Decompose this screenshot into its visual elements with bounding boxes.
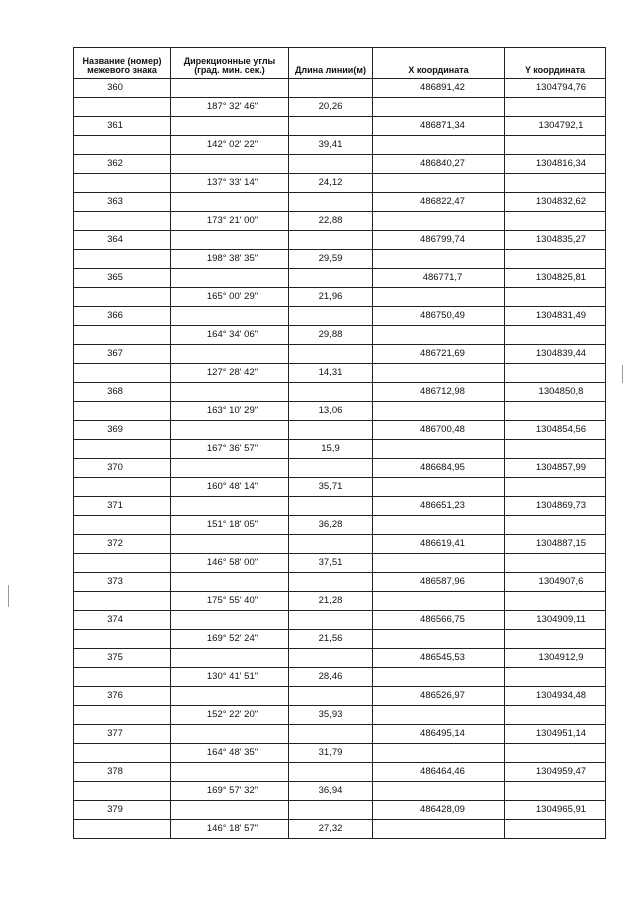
x-coordinate-cell: 486545,53 [373, 649, 505, 668]
mark-name-cell: 362 [74, 155, 171, 174]
table-row-point [74, 345, 606, 364]
empty-cell [373, 478, 505, 497]
table-row-segment [74, 820, 606, 839]
empty-cell [505, 820, 606, 839]
empty-cell [171, 725, 289, 744]
empty-cell [505, 212, 606, 231]
y-coordinate-cell: 1304816,34 [505, 155, 606, 174]
empty-cell [373, 630, 505, 649]
table-row-segment [74, 706, 606, 725]
empty-cell [505, 326, 606, 345]
mark-name-cell: 375 [74, 649, 171, 668]
empty-cell [171, 573, 289, 592]
empty-cell [171, 383, 289, 402]
direction-angle-cell: 151° 18' 05" [171, 516, 289, 535]
line-length-cell: 14,31 [289, 364, 373, 383]
x-coordinate-cell: 486526,97 [373, 687, 505, 706]
empty-cell [505, 592, 606, 611]
empty-cell [373, 592, 505, 611]
table-row-point [74, 497, 606, 516]
empty-cell [373, 440, 505, 459]
y-coordinate-cell: 1304907,6 [505, 573, 606, 592]
x-coordinate-cell: 486684,95 [373, 459, 505, 478]
table-row-point [74, 269, 606, 288]
empty-cell [74, 744, 171, 763]
x-coordinate-cell: 486619,41 [373, 535, 505, 554]
empty-cell [171, 345, 289, 364]
empty-cell [171, 79, 289, 98]
line-length-cell: 39,41 [289, 136, 373, 155]
table-row-segment [74, 364, 606, 383]
empty-cell [505, 288, 606, 307]
direction-angle-cell: 164° 34' 06" [171, 326, 289, 345]
line-length-cell: 21,96 [289, 288, 373, 307]
mark-name-cell: 378 [74, 763, 171, 782]
empty-cell [505, 744, 606, 763]
table-row-segment [74, 554, 606, 573]
table-row-point [74, 307, 606, 326]
direction-angle-cell: 173° 21' 00" [171, 212, 289, 231]
line-length-cell: 29,88 [289, 326, 373, 345]
line-length-cell: 15,9 [289, 440, 373, 459]
direction-angle-cell: 146° 58' 00" [171, 554, 289, 573]
empty-cell [289, 345, 373, 364]
y-coordinate-cell: 1304854,56 [505, 421, 606, 440]
table-row-point [74, 383, 606, 402]
empty-cell [289, 117, 373, 136]
table-row-point [74, 117, 606, 136]
empty-cell [505, 478, 606, 497]
empty-cell [289, 535, 373, 554]
empty-cell [373, 250, 505, 269]
mark-name-cell: 365 [74, 269, 171, 288]
empty-cell [171, 193, 289, 212]
mark-name-cell: 379 [74, 801, 171, 820]
empty-cell [74, 592, 171, 611]
empty-cell [373, 136, 505, 155]
empty-cell [289, 421, 373, 440]
table-row-segment [74, 478, 606, 497]
empty-cell [171, 687, 289, 706]
empty-cell [171, 117, 289, 136]
table-row-segment [74, 592, 606, 611]
empty-cell [74, 668, 171, 687]
x-coordinate-cell: 486891,42 [373, 79, 505, 98]
empty-cell [74, 820, 171, 839]
empty-cell [505, 98, 606, 117]
empty-cell [505, 668, 606, 687]
header-line-length: Длина линии(м) [289, 48, 373, 79]
mark-name-cell: 370 [74, 459, 171, 478]
line-length-cell: 29,59 [289, 250, 373, 269]
y-coordinate-cell: 1304869,73 [505, 497, 606, 516]
x-coordinate-cell: 486750,49 [373, 307, 505, 326]
empty-cell [74, 782, 171, 801]
y-coordinate-cell: 1304909,11 [505, 611, 606, 630]
empty-cell [289, 307, 373, 326]
x-coordinate-cell: 486464,46 [373, 763, 505, 782]
table-row-segment [74, 98, 606, 117]
empty-cell [289, 383, 373, 402]
empty-cell [171, 459, 289, 478]
y-coordinate-cell: 1304951,14 [505, 725, 606, 744]
table-row-segment [74, 744, 606, 763]
table-row-point [74, 155, 606, 174]
table-row-segment [74, 402, 606, 421]
empty-cell [74, 554, 171, 573]
boundary-coordinates-table [73, 47, 606, 839]
empty-cell [289, 725, 373, 744]
x-coordinate-cell: 486651,23 [373, 497, 505, 516]
empty-cell [171, 649, 289, 668]
x-coordinate-cell: 486840,27 [373, 155, 505, 174]
empty-cell [505, 402, 606, 421]
empty-cell [505, 440, 606, 459]
empty-cell [289, 687, 373, 706]
empty-cell [171, 307, 289, 326]
empty-cell [74, 136, 171, 155]
y-coordinate-cell: 1304839,44 [505, 345, 606, 364]
empty-cell [74, 516, 171, 535]
table-row-segment [74, 668, 606, 687]
direction-angle-cell: 160° 48' 14" [171, 478, 289, 497]
table-row-segment [74, 782, 606, 801]
direction-angle-cell: 137° 33' 14" [171, 174, 289, 193]
empty-cell [171, 421, 289, 440]
table-row-point [74, 421, 606, 440]
y-coordinate-cell: 1304792,1 [505, 117, 606, 136]
y-coordinate-cell: 1304959,47 [505, 763, 606, 782]
line-length-cell: 31,79 [289, 744, 373, 763]
y-coordinate-cell: 1304887,15 [505, 535, 606, 554]
empty-cell [373, 288, 505, 307]
mark-name-cell: 373 [74, 573, 171, 592]
empty-cell [289, 79, 373, 98]
empty-cell [74, 706, 171, 725]
table-row-segment [74, 288, 606, 307]
table-row-segment [74, 440, 606, 459]
empty-cell [74, 364, 171, 383]
table-row-point [74, 687, 606, 706]
mark-name-cell: 376 [74, 687, 171, 706]
empty-cell [373, 174, 505, 193]
table-row-point [74, 725, 606, 744]
mark-name-cell: 374 [74, 611, 171, 630]
empty-cell [373, 212, 505, 231]
direction-angle-cell: 164° 48' 35" [171, 744, 289, 763]
line-length-cell: 20,26 [289, 98, 373, 117]
y-coordinate-cell: 1304850,8 [505, 383, 606, 402]
table-row-segment [74, 174, 606, 193]
empty-cell [373, 554, 505, 573]
direction-angle-cell: 167° 36' 57" [171, 440, 289, 459]
direction-angle-cell: 187° 32' 46" [171, 98, 289, 117]
empty-cell [74, 630, 171, 649]
table-row-point [74, 649, 606, 668]
empty-cell [505, 630, 606, 649]
empty-cell [74, 174, 171, 193]
direction-angle-cell: 169° 52' 24" [171, 630, 289, 649]
empty-cell [74, 440, 171, 459]
mark-name-cell: 372 [74, 535, 171, 554]
table-header-row [74, 48, 606, 79]
table-row-point [74, 79, 606, 98]
empty-cell [505, 706, 606, 725]
mark-name-cell: 368 [74, 383, 171, 402]
empty-cell [373, 668, 505, 687]
empty-cell [289, 497, 373, 516]
empty-cell [505, 136, 606, 155]
mark-name-cell: 361 [74, 117, 171, 136]
y-coordinate-cell: 1304835,27 [505, 231, 606, 250]
direction-angle-cell: 165° 00' 29" [171, 288, 289, 307]
empty-cell [289, 269, 373, 288]
empty-cell [289, 573, 373, 592]
mark-name-cell: 367 [74, 345, 171, 364]
direction-angle-cell: 130° 41' 51" [171, 668, 289, 687]
header-x-coordinate: X координата [373, 48, 505, 79]
direction-angle-cell: 169° 57' 32" [171, 782, 289, 801]
line-length-cell: 36,94 [289, 782, 373, 801]
empty-cell [505, 516, 606, 535]
y-coordinate-cell: 1304912,9 [505, 649, 606, 668]
line-length-cell: 35,93 [289, 706, 373, 725]
direction-angle-cell: 146° 18' 57" [171, 820, 289, 839]
x-coordinate-cell: 486700,48 [373, 421, 505, 440]
empty-cell [289, 611, 373, 630]
empty-cell [373, 98, 505, 117]
table-row-segment [74, 326, 606, 345]
header-direction-angle: Дирекционные углы (град. мин. сек.) [171, 48, 289, 79]
empty-cell [171, 801, 289, 820]
empty-cell [373, 744, 505, 763]
empty-cell [373, 820, 505, 839]
x-coordinate-cell: 486822,47 [373, 193, 505, 212]
line-length-cell: 27,32 [289, 820, 373, 839]
x-coordinate-cell: 486871,34 [373, 117, 505, 136]
y-coordinate-cell: 1304857,99 [505, 459, 606, 478]
empty-cell [373, 516, 505, 535]
empty-cell [373, 364, 505, 383]
empty-cell [289, 649, 373, 668]
x-coordinate-cell: 486566,75 [373, 611, 505, 630]
x-coordinate-cell: 486771,7 [373, 269, 505, 288]
x-coordinate-cell: 486799,74 [373, 231, 505, 250]
empty-cell [505, 250, 606, 269]
empty-cell [171, 155, 289, 174]
scan-edge-mark [622, 365, 623, 383]
empty-cell [289, 459, 373, 478]
direction-angle-cell: 142° 02' 22" [171, 136, 289, 155]
table-row-point [74, 801, 606, 820]
scan-edge-mark [8, 585, 9, 607]
y-coordinate-cell: 1304934,48 [505, 687, 606, 706]
mark-name-cell: 364 [74, 231, 171, 250]
line-length-cell: 22,88 [289, 212, 373, 231]
x-coordinate-cell: 486721,69 [373, 345, 505, 364]
mark-name-cell: 363 [74, 193, 171, 212]
x-coordinate-cell: 486428,09 [373, 801, 505, 820]
line-length-cell: 13,06 [289, 402, 373, 421]
empty-cell [171, 535, 289, 554]
empty-cell [505, 174, 606, 193]
line-length-cell: 35,71 [289, 478, 373, 497]
empty-cell [74, 478, 171, 497]
header-mark-name: Название (номер) межевого знака [74, 48, 171, 79]
table-row-segment [74, 516, 606, 535]
line-length-cell: 24,12 [289, 174, 373, 193]
empty-cell [289, 763, 373, 782]
y-coordinate-cell: 1304831,49 [505, 307, 606, 326]
mark-name-cell: 377 [74, 725, 171, 744]
y-coordinate-cell: 1304825,81 [505, 269, 606, 288]
empty-cell [505, 554, 606, 573]
table-row-point [74, 535, 606, 554]
mark-name-cell: 360 [74, 79, 171, 98]
x-coordinate-cell: 486495,14 [373, 725, 505, 744]
empty-cell [171, 611, 289, 630]
y-coordinate-cell: 1304965,91 [505, 801, 606, 820]
table-row-point [74, 763, 606, 782]
y-coordinate-cell: 1304832,62 [505, 193, 606, 212]
empty-cell [289, 155, 373, 174]
empty-cell [74, 288, 171, 307]
line-length-cell: 21,28 [289, 592, 373, 611]
line-length-cell: 28,46 [289, 668, 373, 687]
line-length-cell: 21,56 [289, 630, 373, 649]
empty-cell [373, 706, 505, 725]
empty-cell [74, 326, 171, 345]
empty-cell [289, 801, 373, 820]
direction-angle-cell: 175° 55' 40" [171, 592, 289, 611]
empty-cell [74, 212, 171, 231]
table-row-point [74, 573, 606, 592]
x-coordinate-cell: 486712,98 [373, 383, 505, 402]
table-row-segment [74, 250, 606, 269]
empty-cell [289, 193, 373, 212]
direction-angle-cell: 198° 38' 35" [171, 250, 289, 269]
mark-name-cell: 371 [74, 497, 171, 516]
mark-name-cell: 369 [74, 421, 171, 440]
empty-cell [373, 326, 505, 345]
header-y-coordinate: Y координата [505, 48, 606, 79]
empty-cell [505, 782, 606, 801]
table-row-point [74, 231, 606, 250]
mark-name-cell: 366 [74, 307, 171, 326]
empty-cell [171, 269, 289, 288]
direction-angle-cell: 152° 22' 20" [171, 706, 289, 725]
empty-cell [74, 402, 171, 421]
table-row-point [74, 459, 606, 478]
direction-angle-cell: 163° 10' 29" [171, 402, 289, 421]
empty-cell [171, 497, 289, 516]
line-length-cell: 37,51 [289, 554, 373, 573]
table-row-point [74, 193, 606, 212]
empty-cell [171, 231, 289, 250]
empty-cell [171, 763, 289, 782]
empty-cell [505, 364, 606, 383]
table-row-segment [74, 630, 606, 649]
table-row-segment [74, 212, 606, 231]
table-row-segment [74, 136, 606, 155]
empty-cell [74, 250, 171, 269]
empty-cell [289, 231, 373, 250]
line-length-cell: 36,28 [289, 516, 373, 535]
y-coordinate-cell: 1304794,76 [505, 79, 606, 98]
empty-cell [373, 782, 505, 801]
empty-cell [373, 402, 505, 421]
table-row-point [74, 611, 606, 630]
empty-cell [74, 98, 171, 117]
x-coordinate-cell: 486587,96 [373, 573, 505, 592]
direction-angle-cell: 127° 28' 42" [171, 364, 289, 383]
